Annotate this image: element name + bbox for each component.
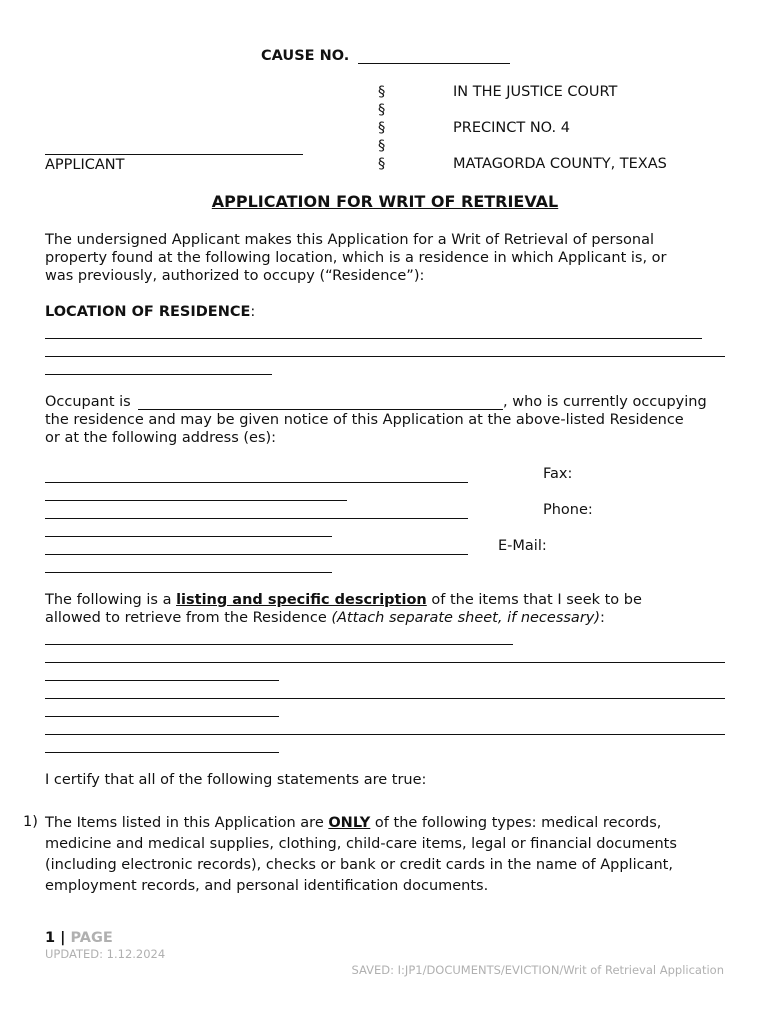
county: MATAGORDA COUNTY, TEXAS: [453, 156, 667, 172]
item-1-line-4: employment records, and personal identification documents.: [45, 878, 489, 894]
applicant-label: APPLICANT: [45, 157, 125, 173]
section-symbol: §: [378, 84, 386, 100]
location-field-2[interactable]: [45, 356, 725, 357]
items-field-7[interactable]: [45, 752, 279, 753]
section-symbol: §: [378, 102, 386, 118]
address-field-1[interactable]: [45, 482, 468, 483]
occupant-line-3: or at the following address (es):: [45, 430, 277, 446]
page-indicator: 1 | PAGE: [45, 930, 113, 946]
intro-line-1: The undersigned Applicant makes this Application for a Writ of Retrieval of personal: [45, 232, 654, 248]
item-number: 1): [23, 814, 38, 830]
location-field-1[interactable]: [45, 338, 702, 339]
certify-statement: I certify that all of the following statements are true:: [45, 772, 427, 788]
address-field-4[interactable]: [45, 536, 332, 537]
section-symbol: §: [378, 138, 386, 154]
items-field-5[interactable]: [45, 716, 279, 717]
occupant-name-field[interactable]: [138, 409, 503, 410]
occupant-line-2: the residence and may be given notice of this Application at the above-listed Residence: [45, 412, 684, 428]
section-symbol: §: [378, 120, 386, 136]
items-field-4[interactable]: [45, 698, 725, 699]
cause-number-field[interactable]: [358, 63, 510, 64]
address-field-3[interactable]: [45, 518, 468, 519]
item-1-line-1: The Items listed in this Application are ONLY of the following types: medical records,: [45, 815, 662, 831]
address-field-5[interactable]: [45, 554, 468, 555]
occupant-prefix: Occupant is: [45, 394, 131, 410]
item-1-line-3: (including electronic records), checks or bank or credit cards in the name of Applicant,: [45, 857, 673, 873]
items-field-1[interactable]: [45, 644, 513, 645]
item-1-text: [45, 813, 677, 897]
precinct: PRECINCT NO. 4: [453, 120, 570, 136]
location-heading: LOCATION OF RESIDENCE:: [45, 304, 256, 320]
items-field-6[interactable]: [45, 734, 725, 735]
cause-number-label: CAUSE NO.: [261, 48, 350, 64]
applicant-name-field[interactable]: [45, 154, 303, 155]
email-label: E-Mail:: [498, 538, 547, 554]
listing-line-2: allowed to retrieve from the Residence (Attach separate sheet, if necessary):: [45, 610, 605, 626]
intro-line-2: property found at the following location, which is a residence in which Applicant is, or: [45, 250, 667, 266]
location-field-3[interactable]: [45, 374, 272, 375]
address-field-6[interactable]: [45, 572, 332, 573]
item-1-line-2: medicine and medical supplies, clothing, child-care items, legal or financial documents: [45, 836, 677, 852]
address-field-2[interactable]: [45, 500, 347, 501]
section-symbol: §: [378, 156, 386, 172]
fax-label: Fax:: [543, 466, 573, 482]
saved-path: SAVED: I:JP1/DOCUMENTS/EVICTION/Writ of Retrieval Application: [351, 963, 724, 977]
items-field-3[interactable]: [45, 680, 279, 681]
intro-line-3: was previously, authorized to occupy (“Residence”):: [45, 268, 425, 284]
court-name: IN THE JUSTICE COURT: [453, 84, 618, 100]
phone-label: Phone:: [543, 502, 593, 518]
updated-date: UPDATED: 1.12.2024: [45, 947, 166, 961]
document-title: APPLICATION FOR WRIT OF RETRIEVAL: [211, 192, 559, 211]
occupant-suffix: , who is currently occupying: [503, 394, 707, 410]
items-field-2[interactable]: [45, 662, 725, 663]
listing-line-1: The following is a listing and specific description of the items that I seek to be: [45, 592, 642, 608]
